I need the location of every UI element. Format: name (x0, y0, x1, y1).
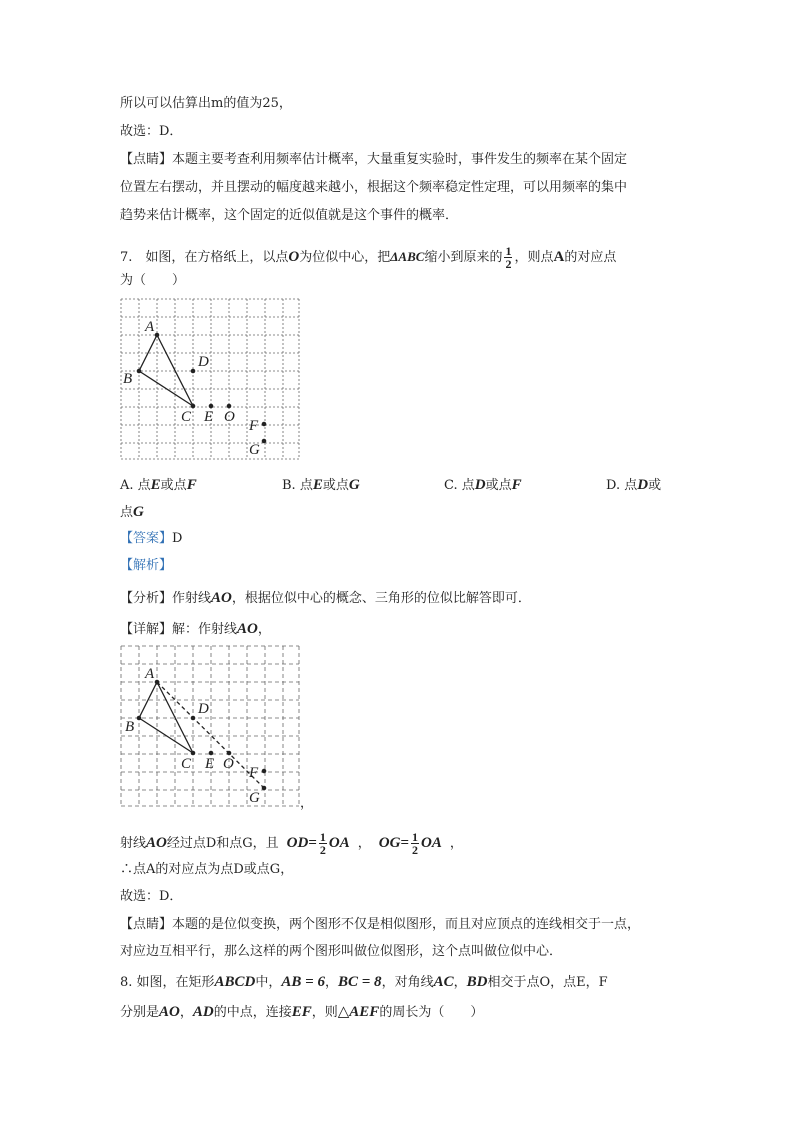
option-c: C. 点D或点F (444, 477, 522, 493)
fraction-half: $\frac{1}{2}$ (412, 830, 418, 857)
options-row (120, 476, 680, 496)
ray-line: 射线AO经过点D和点G，且 OD= $\frac{1}{2}$ OA ， OG= $\frac{1}{2}$ OA ， (120, 830, 463, 857)
fraction-half: $\frac{1}{2}$ (319, 830, 326, 857)
section-tag: 【点睛】 (120, 152, 173, 167)
text-line: 所以可以估算出m的值为25， (120, 96, 292, 111)
answer-line: 【答案】D (120, 531, 183, 546)
dianjing-line-2: 对应边互相平行，那么这样的两个图形叫做位似图形，这个点叫做位似中心． (120, 944, 563, 959)
label-a: A (145, 319, 155, 335)
label-f: F (249, 765, 259, 781)
choose-line: 故选：D． (120, 889, 183, 904)
figure-grid-1 (120, 298, 300, 460)
point-e (209, 751, 214, 756)
point-o (227, 404, 232, 409)
detail-line: 【详解】解：作射线AO， (120, 621, 271, 637)
point-a (155, 333, 160, 338)
figure-grid-2 (120, 645, 300, 807)
point-b (137, 369, 142, 374)
figure-comma: ， (300, 796, 314, 811)
text-line: 位置左右摆动，并且摆动的幅度越来越小，根据这个频率稳定性定理，可以用频率的集中 (120, 180, 628, 195)
point-d (191, 369, 196, 374)
text-line: 趋势来估计概率，这个固定的近似值就是这个事件的概率． (120, 208, 459, 223)
question-7-stem: 7. 如图，在方格纸上，以点O为位似中心，把ΔABC缩小到原来的 $\frac{1}{2}$ ，则点A的对应点 (120, 244, 617, 271)
option-d: D. 点D或 (606, 477, 662, 493)
label-f: F (249, 418, 259, 434)
answer-tag: 【答案】 (120, 531, 173, 546)
point-a (155, 680, 160, 685)
point-b (137, 716, 142, 721)
label-b: B (125, 719, 135, 735)
point-e (209, 404, 214, 409)
point-g (262, 439, 267, 444)
label-c: C (181, 409, 192, 425)
point-o (227, 751, 232, 756)
label-g: G (249, 790, 260, 806)
point-c (191, 751, 196, 756)
label-c: C (181, 756, 192, 772)
analysis-tag: 【解析】 (120, 558, 173, 573)
label-e: E (205, 756, 215, 772)
option-a: A. 点E或点F (120, 477, 197, 493)
label-d: D (198, 701, 209, 717)
label-d: D (198, 354, 209, 370)
label-o: O (224, 409, 235, 425)
label-o: O (223, 756, 234, 772)
label-e: E (204, 409, 214, 425)
therefore-line: ∴点A的对应点为点D或点G， (120, 862, 294, 877)
triangle-abc-2 (139, 682, 193, 753)
option-b: B. 点E或点G (282, 477, 360, 493)
fraction-half: $\frac{1}{2}$ (505, 244, 512, 271)
point-f (262, 769, 267, 774)
text-line: 故选：D． (120, 124, 183, 139)
triangle-abc (139, 335, 193, 406)
point-g (262, 786, 267, 791)
fenxi-line: 【分析】作射线AO，根据位似中心的概念、三角形的位似比解答即可． (120, 590, 531, 606)
option-d-cont: 点G (120, 504, 144, 520)
point-f (262, 422, 267, 427)
text-line: 【点睛】本题主要考查利用频率估计概率，大量重复实验时，事件发生的频率在某个固定 (120, 152, 628, 167)
label-g: G (249, 442, 260, 458)
point-d (191, 716, 196, 721)
label-a: A (145, 666, 155, 682)
question-8-stem-cont: 分别是AO，AD的中点，连接EF，则△AEF的周长为（ ） (120, 1004, 484, 1020)
question-7-stem-cont: 为（ ） (120, 273, 186, 288)
dianjing-line: 【点睛】本题的是位似变换，两个图形不仅是相似图形，而且对应顶点的连线相交于一点， (120, 917, 641, 932)
point-c (191, 404, 196, 409)
label-b: B (123, 371, 133, 387)
question-8-stem: 8. 如图，在矩形ABCD中，AB = 6，BC = 8，对角线AC，BD相交于点O，点E，F (120, 974, 608, 990)
